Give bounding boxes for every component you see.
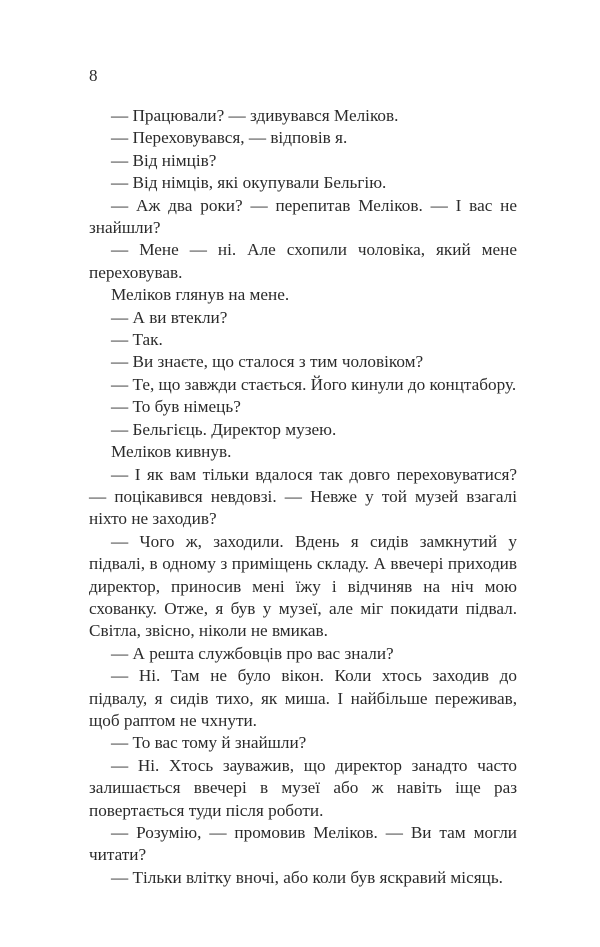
paragraph: — Від німців, які окупували Бельгію.	[111, 173, 387, 193]
paragraph: — Чого ж, заходили. Вдень я сидів замкнутий у підвалі, в одному з приміщень складу. А ввечері приходив директор, приносив мені їжу і відчиняв на ніч мою схованку. Отже, я був у музеї, але міг покидати підвал. Світла, звісно, ніколи не вмикав.	[89, 531, 517, 641]
paragraph: — Мене — ні. Але схопили чоловіка, який мене переховував.	[89, 240, 517, 282]
paragraph: — То вас тому й знайшли?	[111, 733, 307, 753]
paragraph: — Тільки влітку вночі, або коли був яскравий місяць.	[111, 867, 503, 887]
paragraph: Меліков кивнув.	[111, 442, 232, 462]
paragraph: — А ви втекли?	[111, 307, 228, 327]
paragraph: — Ні. Там не було вікон. Коли хтось заходив до підвалу, я сидів тихо, як миша. І найбільше переживав, щоб раптом не чхнути.	[89, 666, 517, 730]
paragraph: — Так.	[111, 330, 163, 350]
paragraph: — Те, що завжди стається. Його кинули до концтабору.	[111, 374, 517, 394]
paragraph: — А решта службовців про вас знали?	[111, 643, 394, 663]
paragraph: — То був німець?	[111, 397, 241, 417]
paragraph: — Розумію, — промовив Меліков. — Ви там могли читати?	[89, 823, 517, 865]
page-number: 8	[89, 66, 98, 85]
paragraph: — Від німців?	[111, 150, 217, 170]
paragraph: — Переховувався, — відповів я.	[111, 128, 348, 148]
body-text	[89, 105, 517, 889]
paragraph: — Працювали? — здивувався Меліков.	[111, 106, 399, 125]
paragraph: Меліков глянув на мене.	[111, 285, 290, 305]
paragraph: — Ні. Хтось зауважив, що директор занадто часто залишається ввечері в музеї або ж навіть іще раз повертається туди після роботи.	[89, 755, 517, 820]
paragraph: — І як вам тільки вдалося так довго переховуватися? — поцікавився невдовзі. — Невже у той музей взагалі ніхто не заходив?	[89, 464, 517, 529]
paragraph: — Аж два роки? — перепитав Меліков. — І вас не знайшли?	[89, 195, 517, 238]
paragraph: — Ви знаєте, що сталося з тим чоловіком?	[111, 352, 424, 372]
paragraph: — Бельгієць. Директор музею.	[111, 419, 337, 439]
